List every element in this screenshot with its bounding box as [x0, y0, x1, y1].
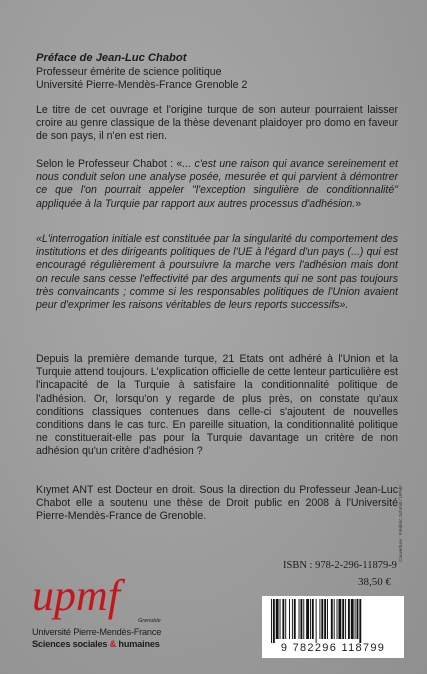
publisher-logo	[30, 566, 200, 666]
barcode-bar	[351, 599, 354, 639]
isbn: ISBN : 978-2-296-11879-9	[283, 560, 397, 571]
barcode-bar	[310, 599, 311, 639]
barcode	[262, 596, 404, 658]
barcode-bar	[316, 599, 317, 643]
price: 38,50 €	[358, 576, 391, 588]
logo-grenoble: Grenoble	[138, 618, 161, 624]
barcode-bar	[337, 599, 338, 639]
barcode-bar	[299, 599, 300, 639]
barcode-bar	[312, 599, 314, 639]
paragraph-summary-text: Depuis la première demande turque, 21 Etats ont adhéré à l'Union et la Turquie attend toujours. L'explication officielle de cette lenteur particulière est l'incapacité de la Turquie à satisfaire la conditionnalité politique de l'adhésion. Or, lorsqu'on y regarde de plus près, on constate qu'aux conditions classiques contenues dans celle-ci s'ajoutent de nouvelles conditions dans le cas turc. En pareille situation, la conditionnalité politique ne constituerait-elle pas pour la Turquie davantage un critère de non adhésion qu'un critère d'adhésion ?	[36, 353, 398, 458]
preface-title: Préface de Jean-Luc Chabot	[36, 52, 187, 64]
barcode-bar	[324, 599, 326, 639]
barcode-number: 9 782296 118799	[280, 642, 386, 654]
barcode-bar	[355, 599, 356, 639]
paragraph-interrogation-text: «L'interrogation initiale est constituée par la singularité du comportement des institutions et des dirigeants politiques de l'UE à l'égard d'un pays (...) qui est encouragé régulièrement à poursuivre la marche vers l'adhésion mais dont on recule sans cesse l'effectivité par des arguments qui ne sont pas toujours très convaincants ; comme si les responsables politiques de l'Union avaient peur d'exprimer les raisons véritables de leurs reports successifs».	[36, 233, 398, 312]
barcode-bar	[300, 599, 302, 639]
preface-author-role: Professeur émérite de science politique	[36, 66, 222, 78]
author-name: Kıymet ANT	[36, 484, 94, 496]
preface-author-university: Université Pierre-Mendès-France Grenoble 2	[36, 79, 248, 91]
barcode-bar	[306, 599, 309, 639]
barcode-bar	[289, 599, 290, 639]
quote-text: ... c'est une raison qui avance sereinement et nous conduit selon une analyse posée, mesurée et qui parvient à démontrer ce que l'on pourrait appeler "l'exception singulière de conditionnalité" appliquée à la Turquie par rapport aux autres processus d'adhésion.	[36, 158, 398, 210]
barcode-bar	[319, 599, 320, 639]
barcode-bar	[348, 599, 350, 639]
paragraph-interrogation	[36, 233, 398, 312]
author-bio-text: est Docteur en droit. Sous la direction du Professeur Jean-Luc Chabot elle a soutenu une thèse de Droit public en 2008 à l'Université Pierre-Mendès-France de Grenoble.	[36, 484, 398, 523]
cover-credit: Couverture : Frédéric Schmitt / UPMF	[398, 485, 403, 562]
barcode-bar	[342, 599, 344, 639]
barcode-bar	[292, 599, 293, 639]
quote-intro: Selon le Professeur Chabot : «	[36, 158, 183, 170]
upmf-logo-icon	[30, 566, 170, 626]
barcode-bar	[276, 599, 279, 639]
barcode-bar	[331, 599, 333, 639]
logo-faculty: Sciences sociales & humaines	[32, 639, 160, 649]
barcode-bar	[338, 599, 341, 639]
author-bio	[36, 484, 398, 524]
paragraph-intro	[36, 104, 398, 144]
barcode-bar	[327, 599, 328, 639]
barcode-bar	[271, 599, 272, 643]
paragraph-intro-text: Le titre de cet ouvrage et l'origine turque de son auteur pourraient laisser croire au genre classique de la thèse devenant plaidoyer pro domo en faveur de son pays, il n'en est rien.	[36, 104, 398, 143]
logo-university-name: Université Pierre-Mendès-France	[32, 627, 162, 637]
barcode-icon	[269, 599, 397, 643]
barcode-bar	[359, 599, 361, 643]
upmf-wordmark: upmf	[32, 571, 120, 620]
barcode-bar	[357, 599, 359, 639]
barcode-bar	[345, 599, 346, 639]
barcode-bar	[321, 599, 323, 639]
barcode-bar	[285, 599, 286, 639]
barcode-bar	[273, 599, 275, 643]
paragraph-summary	[36, 353, 398, 459]
barcode-bar	[294, 599, 296, 639]
barcode-bar	[334, 599, 335, 639]
barcode-bar	[280, 599, 281, 639]
paragraph-chabot-quote	[36, 158, 398, 211]
quote-close: »	[355, 197, 362, 210]
barcode-bar	[282, 599, 284, 639]
barcode-bar	[303, 599, 304, 639]
